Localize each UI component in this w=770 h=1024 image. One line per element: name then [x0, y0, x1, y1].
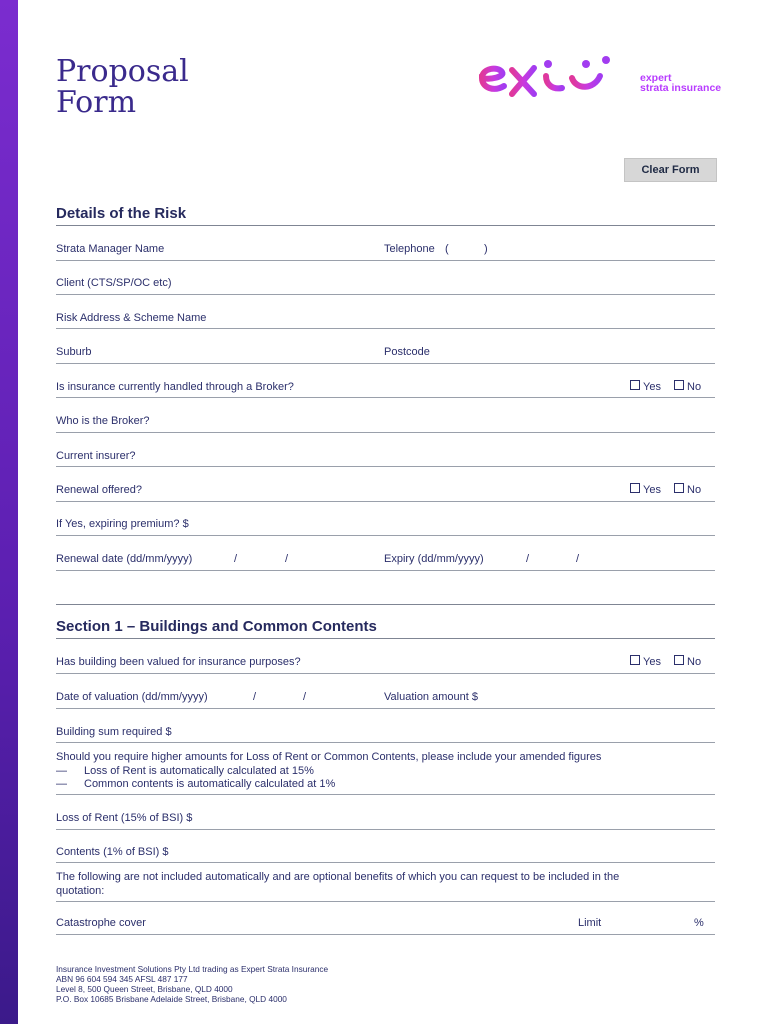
renewal-date-label: Renewal date (dd/mm/yyyy) [56, 553, 193, 565]
divider [56, 673, 715, 674]
who-broker-field[interactable] [56, 432, 715, 433]
loss-rent-field[interactable] [56, 829, 715, 830]
bullet-dash: — [56, 765, 67, 777]
risk-address-label: Risk Address & Scheme Name [56, 312, 207, 324]
no-label: No [687, 484, 702, 496]
higher-amounts-text: Should you require higher amounts for Loss of Rent or Common Contents, please include your amended figures [56, 751, 602, 763]
divider [56, 604, 715, 605]
strata-manager-field[interactable] [56, 260, 715, 261]
suburb-label: Suburb [56, 346, 92, 358]
client-field[interactable] [56, 294, 715, 295]
current-insurer-label: Current insurer? [56, 450, 136, 462]
bullet-contents: Common contents is automatically calculated at 1% [84, 778, 336, 790]
broker-yes-checkbox[interactable] [630, 380, 640, 390]
date-slash: / [526, 553, 530, 565]
divider [56, 794, 715, 795]
valued-yes-checkbox[interactable] [630, 655, 640, 665]
date-slash: / [303, 691, 307, 703]
renewal-yes-checkbox[interactable] [630, 483, 640, 493]
date-slash: / [285, 553, 289, 565]
expiry-label: Expiry (dd/mm/yyyy) [384, 553, 484, 565]
expiring-premium-label: If Yes, expiring premium? $ [56, 518, 189, 530]
contents-label: Contents (1% of BSI) $ [56, 846, 169, 858]
telephone-label: Telephone [384, 243, 435, 255]
broker-question: Is insurance currently handled through a Broker? [56, 381, 294, 393]
footer-company-info: Insurance Investment Solutions Pty Ltd trading as Expert Strata Insurance ABN 96 604 594 345 AFSL 487 177 Level 8, 500 Queen Street, Brisbane, QLD 4000 P.O. Box 10685 Brisbane Adelaide Street, Brisbane, QLD 4000 [56, 964, 329, 1004]
suburb-field[interactable] [56, 363, 715, 364]
percent-label: % [694, 917, 704, 929]
no-label: No [687, 381, 702, 393]
left-brand-bar [0, 0, 18, 1024]
bullet-dash: — [56, 778, 67, 790]
page-title: Proposal Form [56, 54, 189, 120]
valued-question: Has building been valued for insurance purposes? [56, 656, 301, 668]
loss-rent-label: Loss of Rent (15% of BSI) $ [56, 812, 193, 824]
broker-no-checkbox[interactable] [674, 380, 684, 390]
clear-form-button[interactable]: Clear Form [624, 158, 717, 182]
divider [56, 638, 715, 639]
no-label: No [687, 656, 702, 668]
section1-heading: Section 1 – Buildings and Common Contents [56, 618, 377, 635]
catastrophe-field[interactable] [56, 934, 715, 935]
strata-manager-label: Strata Manager Name [56, 243, 165, 255]
client-label: Client (CTS/SP/OC etc) [56, 277, 172, 289]
divider [56, 225, 715, 226]
renewal-date-field[interactable] [56, 570, 715, 571]
optional-benefits-text: The following are not included automatically and are optional benefits of which you can request to be included in the [56, 871, 620, 883]
divider [56, 397, 715, 398]
current-insurer-field[interactable] [56, 466, 715, 467]
postcode-label: Postcode [384, 346, 430, 358]
divider [56, 901, 715, 902]
bullet-loss-rent: Loss of Rent is automatically calculated at 15% [84, 765, 314, 777]
renewal-offered-label: Renewal offered? [56, 484, 143, 496]
renewal-no-checkbox[interactable] [674, 483, 684, 493]
sum-required-field[interactable] [56, 742, 715, 743]
valuation-amount-label: Valuation amount $ [384, 691, 478, 703]
logo-wordmark: expert strata insurance [640, 72, 722, 94]
valued-no-checkbox[interactable] [674, 655, 684, 665]
risk-address-field[interactable] [56, 328, 715, 329]
catastrophe-label: Catastrophe cover [56, 917, 146, 929]
tel-close: ) [484, 243, 488, 255]
expiring-premium-field[interactable] [56, 535, 715, 536]
date-slash: / [253, 691, 257, 703]
divider [56, 501, 715, 502]
who-broker-label: Who is the Broker? [56, 415, 150, 427]
yes-label: Yes [643, 381, 661, 393]
date-slash: / [234, 553, 238, 565]
sum-required-label: Building sum required $ [56, 726, 172, 738]
valuation-field[interactable] [56, 708, 715, 709]
yes-label: Yes [643, 484, 661, 496]
risk-section-heading: Details of the Risk [56, 205, 187, 222]
limit-label: Limit [578, 917, 602, 929]
optional-benefits-text-2: quotation: [56, 885, 105, 897]
contents-field[interactable] [56, 862, 715, 863]
yes-label: Yes [643, 656, 661, 668]
valuation-date-label: Date of valuation (dd/mm/yyyy) [56, 691, 208, 703]
date-slash: / [576, 553, 580, 565]
tel-open: ( [445, 243, 449, 255]
